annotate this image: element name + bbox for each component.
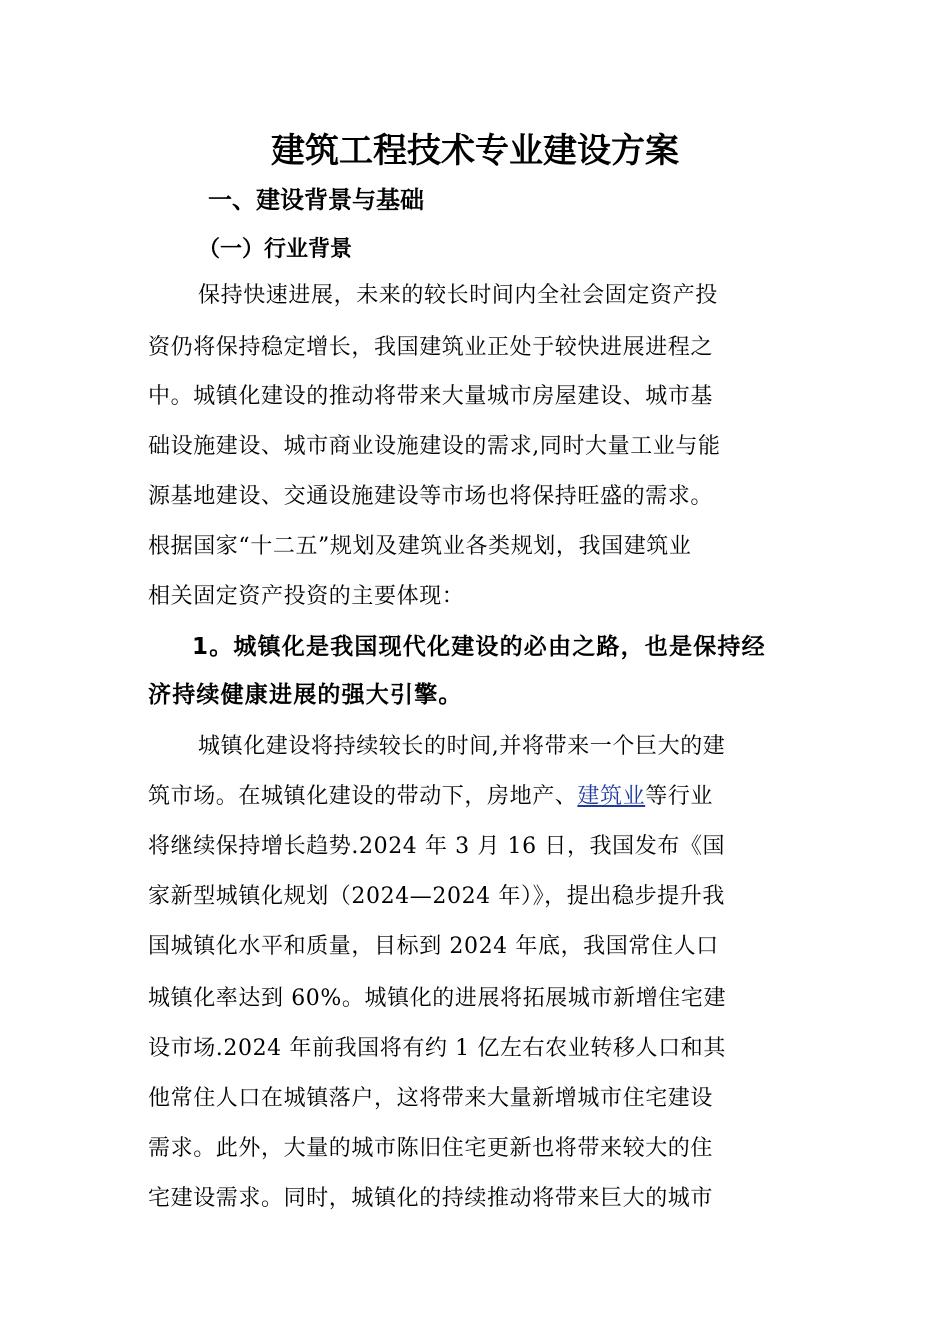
paragraph-line: 根据国家“十二五”规划及建筑业各类规划，我国建筑业 <box>148 534 692 559</box>
paragraph-line: 需求。此外，大量的城市陈旧住宅更新也将带来较大的住 <box>148 1136 714 1161</box>
paragraph-line: 将继续保持增长趋势.2024 年 3 月 16 日，我国发布《国 <box>148 834 726 859</box>
paragraph-line: 城镇化建设将持续较长的时间,并将带来一个巨大的建 <box>198 734 726 759</box>
paragraph-line: 础设施建设、城市商业设施建设的需求,同时大量工业与能 <box>148 434 721 459</box>
paragraph-line: 中。城镇化建设的推动将带来大量城市房屋建设、城市基 <box>148 384 714 409</box>
paragraph-line: 保持快速进展，未来的较长时间内全社会固定资产投 <box>198 283 718 308</box>
paragraph-line: 相关固定资产投资的主要体现： <box>148 584 465 609</box>
paragraph-line: 资仍将保持稳定增长，我国建筑业正处于较快进展进程之 <box>148 335 714 360</box>
paragraph-line: 宅建设需求。同时，城镇化的持续推动将带来巨大的城市 <box>148 1186 714 1211</box>
paragraph-line <box>148 777 808 817</box>
paragraph-line: 源基地建设、交通设施建设等市场也将保持旺盛的需求。 <box>148 484 714 509</box>
paragraph-line: 他常住人口在城镇落户，这将带来大量新增城市住宅建设 <box>148 1086 714 1111</box>
paragraph-line: 城镇化率达到 60%。城镇化的进展将拓展城市新增住宅建 <box>148 986 727 1011</box>
paragraph-line: 设市场.2024 年前我国将有约 1 亿左右农业转移人口和其 <box>148 1036 726 1061</box>
construction-industry-link[interactable]: 建筑业 <box>577 784 646 809</box>
section-heading: 一、建设背景与基础 <box>208 186 424 214</box>
document-title: 建筑工程技术专业建设方案 <box>271 131 679 171</box>
point-heading-line: 济持续健康进展的强大引擎。 <box>148 682 463 708</box>
paragraph-text: 筑市场。在城镇化建设的带动下，房地产、 <box>148 784 578 809</box>
paragraph-text: 等行业 <box>645 784 714 809</box>
paragraph-line: 家新型城镇化规划（2024—2024 年）》，提出稳步提升我 <box>148 884 725 909</box>
subsection-heading: （一）行业背景 <box>198 236 353 262</box>
point-heading-line: 1。城镇化是我国现代化建设的必由之路，也是保持经 <box>192 634 766 660</box>
paragraph-line: 国城镇化水平和质量，目标到 2024 年底，我国常住人口 <box>148 934 719 959</box>
